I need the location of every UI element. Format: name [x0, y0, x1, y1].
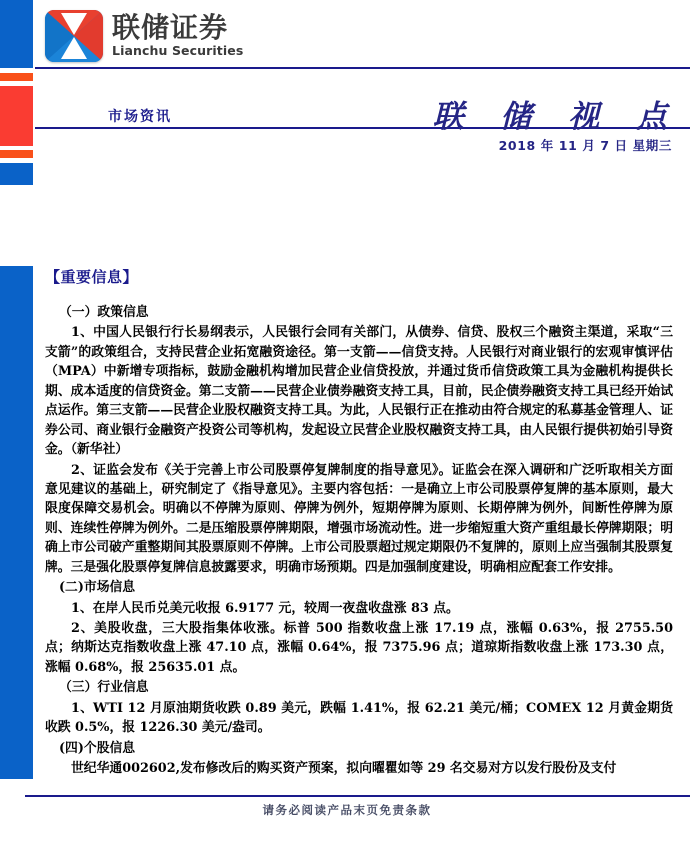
- header-divider-top: [35, 67, 690, 69]
- brand-name-en: Lianchu Securities: [112, 43, 244, 59]
- footer-divider: [25, 795, 690, 797]
- body-paragraph: 2、美股收盘，三大股指集体收涨。标普 500 指数收盘上涨 17.19 点，涨幅 0.63%，报 2755.50 点；纳斯达克指数收盘上涨 47.10 点，涨幅 0.64%，报 7375.96 点；道琼斯指数收盘上涨 173.30 点，涨幅 0.68%，报 25635.01 点。: [45, 621, 673, 675]
- body-paragraph: 世纪华通002602,发布修改后的购买资产预案，拟向曜瞿如等 29 名交易对方以发行股份及支付: [71, 761, 617, 777]
- section-heading: 【重要信息】: [45, 268, 139, 286]
- body-subheading: （一）政策信息: [59, 305, 149, 320]
- brand-logo: [45, 10, 243, 62]
- logo-hourglass-upper: [61, 13, 87, 35]
- publication-date: 2018 年 11 月 7 日 星期三: [498, 138, 672, 153]
- footer-disclaimer: 请务必阅读产品末页免责条款: [262, 803, 432, 817]
- body-subheading: （三）行业信息: [59, 680, 149, 696]
- masthead-accent-bar-blue-bottom: [0, 163, 33, 185]
- masthead-kicker: 市场资讯: [108, 109, 172, 125]
- body-paragraph: 1、中国人民银行行长易纲表示，人民银行会同有关部门，从债券、信贷、股权三个融资主渠道，采取“三支箭”的政策组合，支持民营企业拓宽融资途径。第一支箭——信贷支持。人民银行对商业银行的宏观审慎评估（MPA）中新增专项指标，鼓励金融机构增加民营企业信贷投放，并通过货币信贷政策工具为金融机构提供长期、成本适度的信贷资金。第二支箭——民营企业债券融资支持工具，目前，民企债券融资支持工具已经开始试点运作。第三支箭——民营企业股权融资支持工具。为此，人民银行正在推动由符合规定的私募基金管理人、证券公司、商业银行金融资产投资公司等机构，发起设立民营企业股权融资支持工具，由人民银行提供初始引导资金。（新华社）: [45, 325, 673, 458]
- brand-name-cn: 联储证券: [112, 11, 229, 45]
- brand-wordmark: [112, 11, 244, 59]
- logo-hourglass-lower: [61, 37, 87, 59]
- body-subheading: (二)市场信息: [59, 580, 136, 596]
- document-body: [45, 266, 673, 780]
- content-left-rail: [0, 266, 33, 779]
- body-paragraph: 1、WTI 12 月原油期货收跌 0.89 美元，跌幅 1.41%，报 62.21 美元/桶；COMEX 12 月黄金期货收跌 0.5%，报 1226.30 美元/盎司。: [45, 700, 673, 736]
- masthead-accent-bar-red: [0, 86, 33, 146]
- masthead-accent-bar-blue-top: [0, 0, 33, 68]
- body-subheading: (四)个股信息: [59, 740, 136, 756]
- masthead-accent-bar-orange-lower: [0, 150, 33, 158]
- body-blocks: [45, 303, 673, 779]
- body-paragraph: 1、在岸人民币兑美元收报 6.9177 元，较周一夜盘收盘涨 83 点。: [71, 600, 459, 616]
- body-paragraph: 2、证监会发布《关于完善上市公司股票停复牌制度的指导意见》。证监会在深入调研和广泛听取相关方面意见建议的基础上，研究制定了《指导意见》。主要内容包括：一是确立上市公司股票停复牌的基本原则，最大限度保障交易机会。明确以不停牌为原则、停牌为例外，短期停牌为原则、长期停牌为例外，间断性停牌为原则、连续性停牌为例外。二是压缩股票停牌期限，增强市场流动性。进一步缩短重大资产重组最长停牌期限；明确上市公司破产重整期间其股票原则不停牌。上市公司股票超过规定期限仍不复牌的，原则上应当强制其股票复牌。三是强化股票停复牌信息披露要求，明确市场预期。四是加强制度建设，明确相应配套工作安排。: [45, 462, 673, 575]
- page-title: 联 储 视 点: [432, 99, 680, 135]
- lianchu-x-logo-icon: [45, 10, 103, 62]
- masthead-accent-bar-orange-upper: [0, 73, 33, 81]
